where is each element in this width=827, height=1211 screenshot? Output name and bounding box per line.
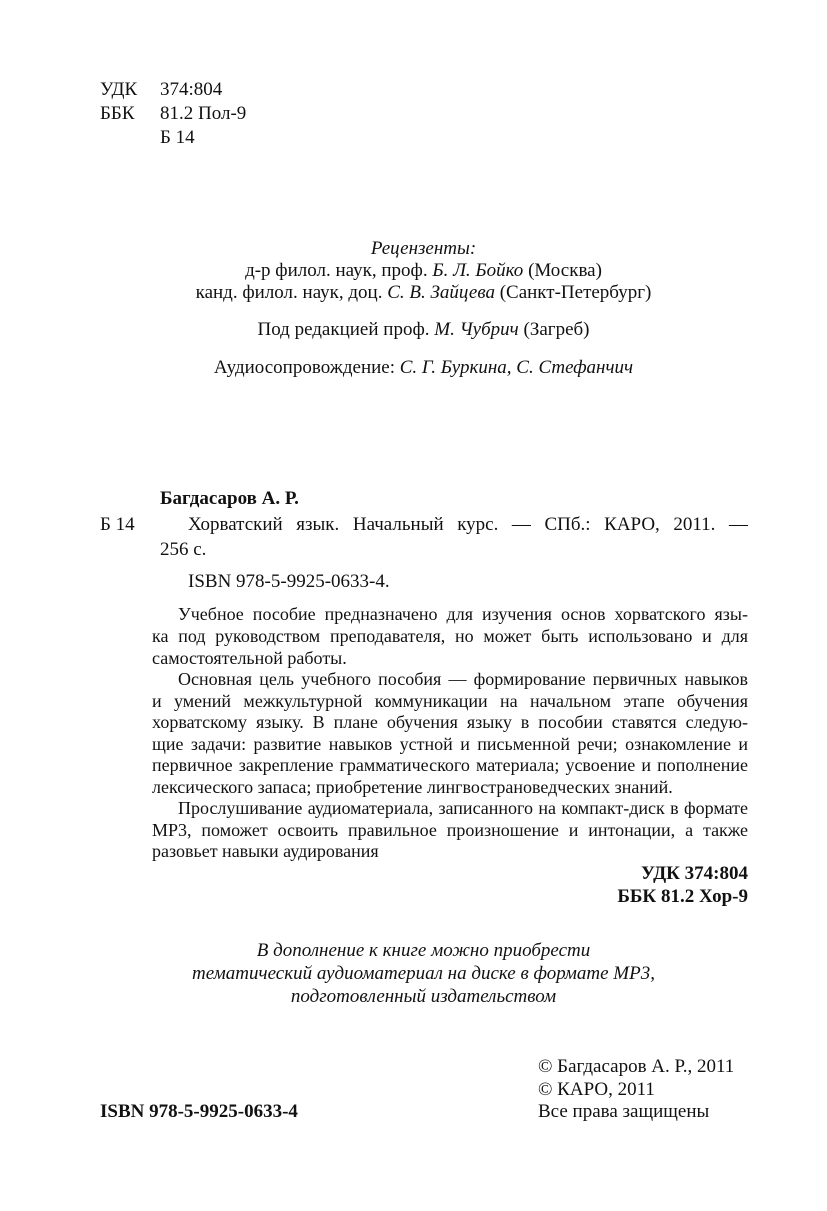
bib-isbn: ISBN 978-5-9925-0633-4. [188, 571, 390, 592]
supplement-line: тематический аудиоматериал на диске в формате MP3, [192, 963, 655, 984]
editor-line [0, 320, 827, 339]
editor-name: М. Чубрич [434, 319, 519, 340]
audio-prefix: Аудиосопровождение: [213, 357, 395, 378]
reviewer-2-name: С. В. Зайцева [387, 282, 495, 303]
bbk-label: ББК [100, 103, 135, 124]
reviewer-1-prefix: д-р филол. наук, проф. [245, 260, 428, 281]
supplement-line: подготовленный издательством [290, 986, 557, 1007]
abstract-line: Основная цель учебного пособия — формирование первичных навыков [178, 669, 748, 689]
rights-reserved: Все права защищены [538, 1101, 710, 1122]
abstract-line: хорватскому языку. В плане обучения языку в пособии ставятся следую- [152, 712, 748, 732]
abstract-line: самостоятельной работы. [152, 648, 347, 668]
author-mark: Б 14 [160, 127, 195, 148]
editor-place: (Загреб) [523, 319, 590, 340]
copyright-publisher: © КАРО, 2011 [538, 1079, 655, 1100]
reviewer-2-place: (Санкт-Петербург) [499, 282, 652, 303]
reviewer-1-place: (Москва) [528, 260, 602, 281]
reviewers-label: Рецензенты: [370, 238, 477, 259]
abstract-line: разовьет навыки аудирования [152, 841, 379, 861]
reviewer-1 [0, 261, 827, 280]
bib-author: Багдасаров А. Р. [160, 488, 299, 509]
abstract-line: Учебное пособие предназначено для изучения основ хорватского язы- [178, 604, 748, 624]
supplement-line: В дополнение к книге можно приобрести [256, 940, 591, 961]
copyright-author: © Багдасаров А. Р., 2011 [538, 1056, 735, 1077]
bib-pages: 256 с. [160, 539, 207, 560]
abstract-line: MP3, поможет освоить правильное произношение и интонации, а также [152, 820, 748, 840]
footer-udk: УДК 374:804 [641, 863, 748, 884]
abstract-line: и умений межкультурной коммуникации на начальном этапе обучения [152, 691, 748, 711]
audio-line [0, 358, 827, 377]
bbk-value: 81.2 Пол-9 [160, 103, 247, 124]
editor-prefix: Под редакцией проф. [257, 319, 430, 340]
abstract-line: ка под руководством преподавателя, но может быть использовано и для [152, 626, 748, 646]
reviewer-2-prefix: канд. филол. наук, доц. [195, 282, 383, 303]
udk-value: 374:804 [160, 79, 223, 100]
audio-names: С. Г. Буркина, С. Стефанчич [399, 357, 634, 378]
bib-mark: Б 14 [100, 514, 135, 535]
udk-label: УДК [100, 79, 138, 100]
abstract-line: Прослушивание аудиоматериала, записанного на компакт-диск в формате [178, 798, 748, 818]
reviewer-1-name: Б. Л. Бойко [432, 260, 524, 281]
abstract-line: первичное закрепление грамматического материала; усвоение и пополнение [152, 755, 748, 775]
imprint-isbn: ISBN 978-5-9925-0633-4 [100, 1101, 298, 1122]
bib-title-line: Хорватский язык. Начальный курс. — СПб.: КАРО, 2011. — [188, 514, 748, 535]
footer-bbk: ББК 81.2 Хор-9 [617, 886, 748, 907]
abstract-line: щие задачи: развитие навыков устной и письменной речи; ознакомление и [152, 734, 748, 754]
reviewer-2 [0, 283, 827, 302]
abstract-line: лексического запаса; приобретение лингвострановедческих знаний. [152, 777, 673, 797]
